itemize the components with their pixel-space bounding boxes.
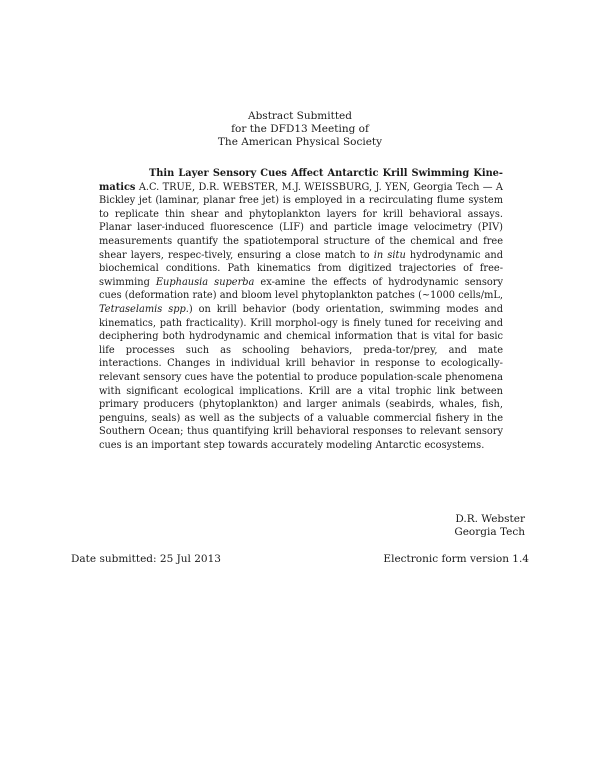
abstract-text-3: ex-amine the effects of hydrodynamic sensory cues (deformation rate) and bloom level phytoplankton patches (~1000 cells/mL, <box>99 276 503 302</box>
header-line-2: for the DFD13 Meeting of <box>231 123 369 135</box>
header-line-3: The American Physical Society <box>217 136 383 148</box>
abstract-in-situ: in situ <box>373 249 406 261</box>
abstract-species-2: Tetraselamis spp. <box>99 303 189 315</box>
header-line-1: Abstract Submitted <box>248 110 352 122</box>
abstract-text-4: ) on krill behavior (body orientation, swimming modes and kinematics, path fracticality). Krill morphol-ogy is finely tuned for receiving and deciphering both hydrodynamic and chemical information that is vital for basic life processes such as schooling behaviors, preda-tor/prey, and mate interactions. Changes in individual krill behavior in response to ecologically-relevant sensory cues have the potential to produce population-scale phenomena with significant ecological implications. Krill are a vital trophic link between primary producers (phytoplankton) and larger animals (seabirds, whales, fish, penguins, seals) as well as the subjects of a valuable commercial fishery in the Southern Ocean; thus quantifying krill behavioral responses to relevant sensory cues is an important step towards accurately modeling Antarctic ecosystems. <box>99 303 503 451</box>
abstract-text-2: hydrodynamic and biochemical conditions. Path kinematics from digitized trajectories of free-swimming <box>99 249 504 288</box>
signature-affiliation: Georgia Tech <box>454 526 525 538</box>
date-submitted: Date submitted: 25 Jul 2013 <box>71 553 221 565</box>
abstract-body <box>99 167 503 452</box>
form-version: Electronic form version 1.4 <box>383 553 529 565</box>
abstract-title: Thin Layer Sensory Cues Affect Antarctic Krill Swimming Kine-matics <box>99 168 503 193</box>
abstract-authors: A.C. TRUE, D.R. WEBSTER, M.J. WEISSBURG, J. YEN, Georgia Tech <box>138 181 480 193</box>
signature-name: D.R. Webster <box>455 513 525 525</box>
abstract-text-1: — A Bickley jet (laminar, planar free jet) is employed in a recirculating flume system to replicate thin shear and phytoplankton layers for krill behavioral assays. Planar laser-induced fluorescence (LIF) and particle image velocimetry (PIV) measurements quantify the spatiotemporal structure of the chemical and free shear layers, respec-tively, ensuring a close match to <box>99 181 503 261</box>
submission-header <box>0 110 600 149</box>
abstract-species-1: Euphausia superba <box>155 276 255 288</box>
signature-block <box>454 513 525 539</box>
